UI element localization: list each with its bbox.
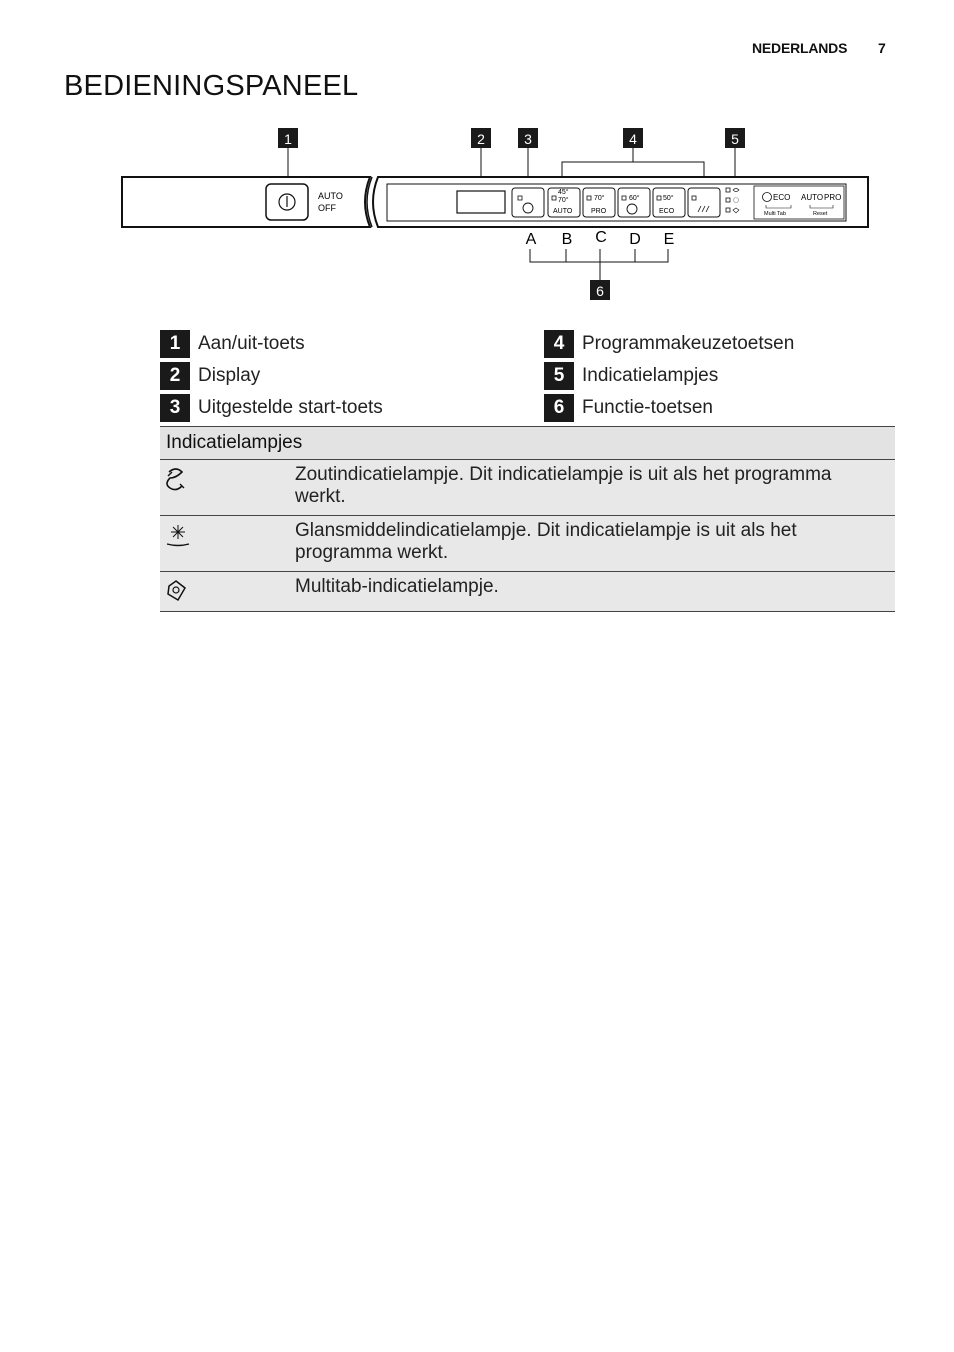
svg-text:E: E: [663, 231, 675, 248]
program-button-60: [618, 188, 650, 217]
rinse-aid-icon: [160, 516, 295, 571]
page-title: BEDIENINGSPANEEL: [64, 70, 359, 102]
svg-text:45°: 45°: [558, 189, 569, 196]
svg-text:D: D: [629, 231, 641, 248]
multitab-icon: [160, 572, 295, 611]
svg-text:Reset: Reset: [813, 211, 828, 217]
legend-label: Display: [198, 365, 261, 386]
svg-text:5: 5: [731, 131, 739, 147]
svg-text:60°: 60°: [629, 195, 640, 202]
legend-label: Functie-toetsen: [582, 397, 713, 418]
legend-label: Uitgestelde start-toets: [198, 397, 383, 418]
legend-number: 3: [160, 394, 190, 422]
power-button: [266, 184, 308, 220]
header-language: NEDERLANDS: [752, 40, 848, 56]
callout-6: [590, 280, 610, 300]
function-letters: [526, 229, 675, 281]
svg-text:70°: 70°: [558, 197, 569, 204]
indicator-row: [160, 516, 895, 572]
legend-label: Programmakeuzetoetsen: [582, 333, 795, 354]
svg-text:PRO: PRO: [824, 193, 842, 202]
legend-label: Aan/uit-toets: [198, 333, 305, 354]
legend-item: [544, 330, 794, 358]
legend-item: [544, 394, 713, 422]
indicator-description: Glansmiddelindicatielampje. Dit indicatielampje is uit als het programma werkt.: [295, 520, 797, 563]
salt-icon: [160, 460, 295, 515]
indicator-table: [160, 426, 895, 612]
delay-start-button: [512, 188, 544, 217]
svg-text:C: C: [595, 229, 607, 246]
legend-number: 6: [544, 394, 574, 422]
legend-number: 2: [160, 362, 190, 390]
svg-text:3: 3: [524, 131, 532, 147]
indicator-description: Multitab-indicatielampje.: [295, 576, 499, 597]
legend-number: 4: [544, 330, 574, 358]
control-panel-diagram: [0, 0, 954, 320]
legend-number: 1: [160, 330, 190, 358]
page-number: 7: [878, 40, 886, 56]
legend-item: [544, 362, 718, 390]
svg-text:B: B: [561, 231, 573, 248]
svg-text:ECO: ECO: [659, 208, 675, 215]
svg-text:4: 4: [629, 131, 637, 147]
svg-text:6: 6: [596, 283, 604, 299]
legend-item: [160, 394, 383, 422]
indicator-row: [160, 572, 895, 612]
program-button-eco: [653, 188, 685, 217]
indicator-row: [160, 460, 895, 516]
display-window: [457, 191, 505, 213]
svg-text:AUTO: AUTO: [553, 208, 573, 215]
svg-text:ECO: ECO: [773, 193, 791, 202]
svg-text:A: A: [525, 231, 537, 248]
svg-text:70°: 70°: [594, 195, 605, 202]
off-label: OFF: [318, 203, 336, 213]
program-button-auto: [548, 188, 580, 217]
svg-text:PRO: PRO: [591, 208, 607, 215]
program-button-rinse: [688, 188, 720, 217]
svg-text:AUTO: AUTO: [801, 193, 824, 202]
legend-label: Indicatielampjes: [582, 365, 719, 386]
indicator-table-header: Indicatielampjes: [160, 427, 895, 460]
legend-item: [160, 362, 260, 390]
program-button-pro: [583, 188, 615, 217]
auto-label: AUTO: [318, 191, 343, 201]
svg-text:Multi Tab: Multi Tab: [764, 211, 786, 217]
legend-number: 5: [544, 362, 574, 390]
legend-item: [160, 330, 305, 358]
indicator-description: Zoutindicatielampje. Dit indicatielampje is uit als het programma werkt.: [295, 464, 832, 507]
svg-text:50°: 50°: [663, 195, 674, 202]
svg-text:2: 2: [477, 131, 485, 147]
svg-text:1: 1: [284, 131, 292, 147]
